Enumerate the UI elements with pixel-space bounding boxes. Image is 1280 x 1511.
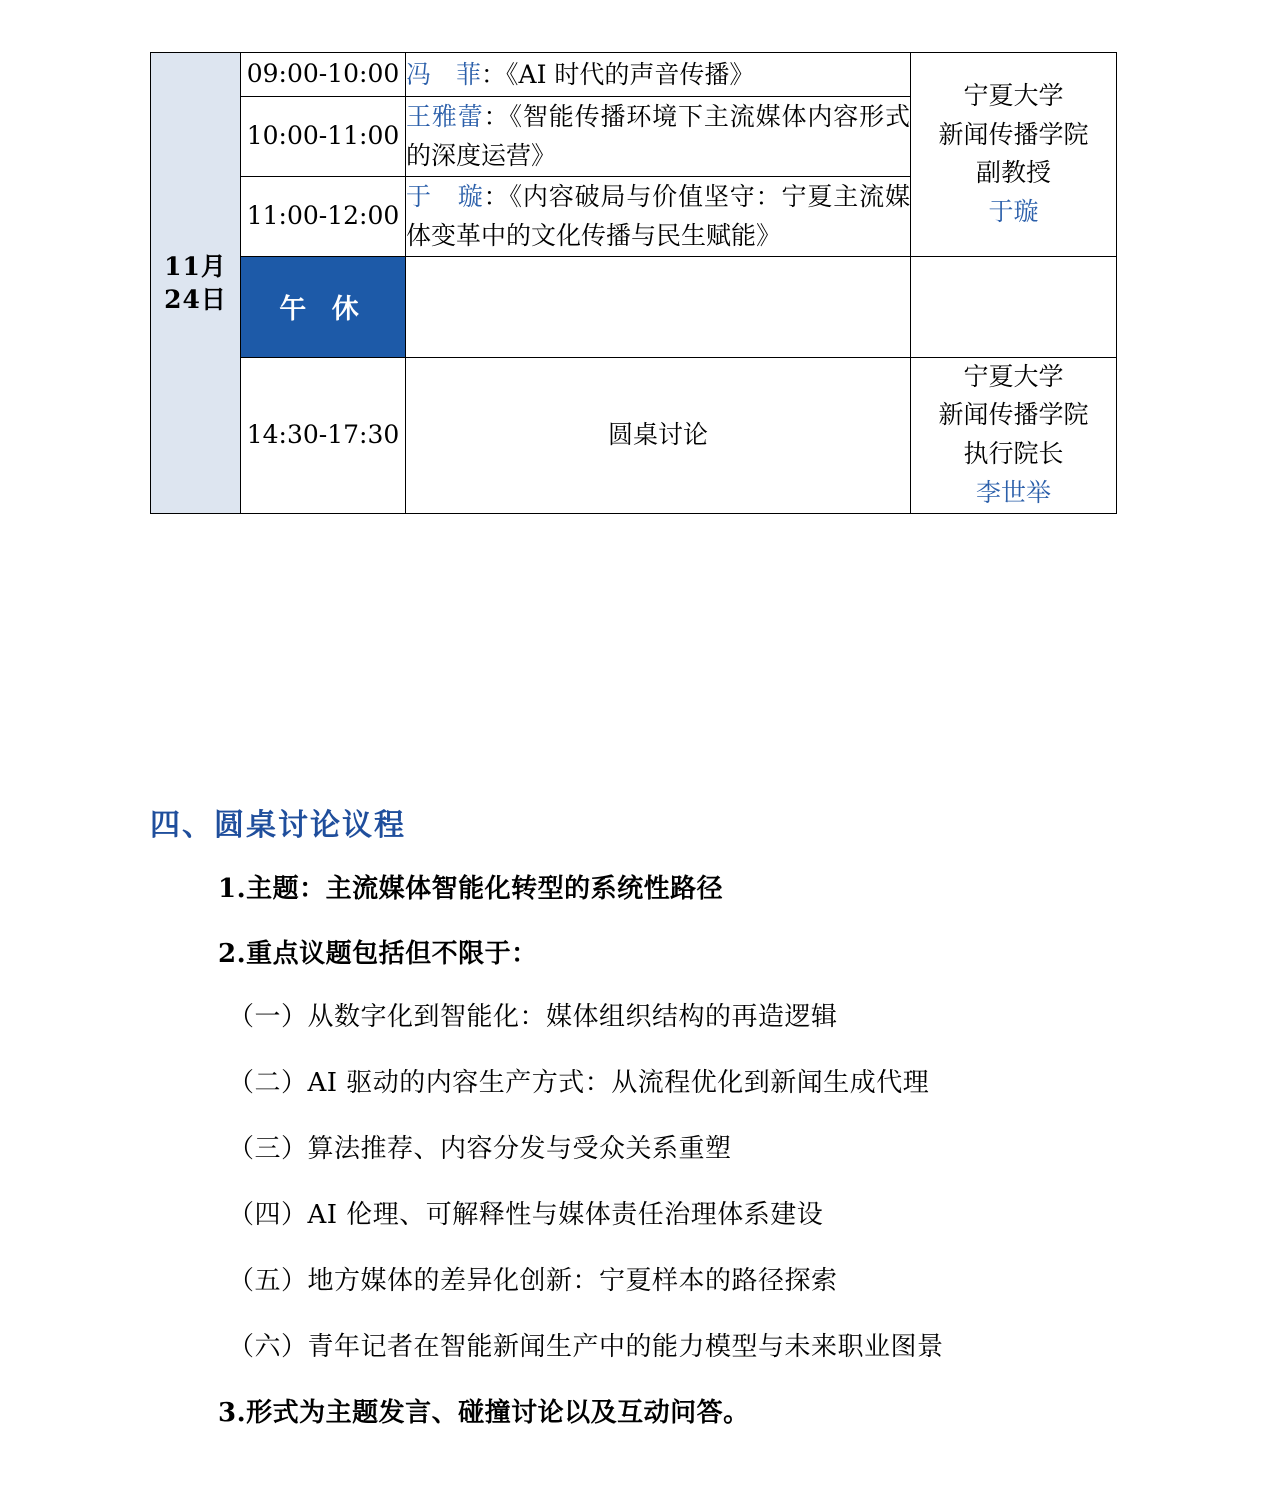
session-topic (406, 53, 911, 97)
session-separator: ： (483, 181, 510, 211)
schedule-table (150, 52, 1117, 514)
afternoon-host-cell (911, 357, 1117, 513)
agenda-subitem-1: （一）从数字化到智能化：媒体组织结构的再造逻辑 (228, 1002, 838, 1032)
session-topic: 圆桌讨论 (406, 357, 911, 513)
session-speaker: 冯 菲 (406, 59, 482, 89)
table-row (151, 357, 1117, 513)
agenda-subitem-3: （三）算法推荐、内容分发与受众关系重塑 (228, 1134, 732, 1164)
session-title: 《内容破局与价值坚守：宁夏主流媒体变革中的文化传播与民生赋能》 (406, 181, 910, 250)
section-heading: 四、圆桌讨论议程 (150, 808, 406, 843)
agenda-item-2: 2.重点议题包括但不限于： (218, 939, 538, 969)
host-org: 宁夏大学 (963, 361, 1064, 391)
session-topic (406, 176, 911, 256)
empty-person-cell (911, 256, 1117, 357)
session-topic (406, 96, 911, 176)
session-time: 10:00-11:00 (241, 96, 406, 176)
agenda-subitem-6: （六）青年记者在智能新闻生产中的能力模型与未来职业图景 (228, 1332, 944, 1362)
session-speaker: 王雅蕾 (406, 101, 484, 131)
table-row (151, 53, 1117, 97)
session-time: 14:30-17:30 (241, 357, 406, 513)
agenda-item-3: 3.形式为主题发言、碰撞讨论以及互动问答。 (218, 1398, 750, 1428)
table-row-lunch (151, 256, 1117, 357)
empty-topic-cell (406, 256, 911, 357)
agenda-subitem-4: （四）AI 伦理、可解释性与媒体责任治理体系建设 (228, 1200, 824, 1230)
host-org: 宁夏大学 (963, 80, 1064, 110)
host-name: 李世举 (975, 477, 1051, 507)
session-separator: ： (481, 59, 507, 89)
host-name: 于璇 (988, 197, 1039, 226)
lunch-break-label: 午 休 (241, 256, 406, 357)
agenda-item-1: 1.主题：主流媒体智能化转型的系统性路径 (218, 874, 724, 904)
session-title: 《AI 时代的声音传播》 (506, 59, 755, 89)
session-time: 09:00-10:00 (241, 53, 406, 97)
host-school: 新闻传播学院 (938, 400, 1089, 430)
morning-host-cell (911, 53, 1117, 257)
session-separator: ： (483, 101, 510, 131)
session-time: 11:00-12:00 (241, 176, 406, 256)
agenda-subitem-5: （五）地方媒体的差异化创新：宁夏样本的路径探索 (228, 1266, 838, 1296)
host-title: 副教授 (975, 158, 1051, 188)
session-speaker: 于 璇 (406, 181, 484, 211)
host-school: 新闻传播学院 (938, 119, 1089, 149)
host-title: 执行院长 (963, 439, 1064, 468)
agenda-body (150, 870, 1150, 1459)
schedule-date-cell: 11月24日 (151, 53, 241, 514)
schedule-table-container (150, 52, 1116, 514)
session-title: 《智能传播环境下主流媒体内容形式的深度运营》 (406, 101, 910, 170)
agenda-subitem-2: （二）AI 驱动的内容生产方式：从流程优化到新闻生成代理 (228, 1068, 930, 1098)
